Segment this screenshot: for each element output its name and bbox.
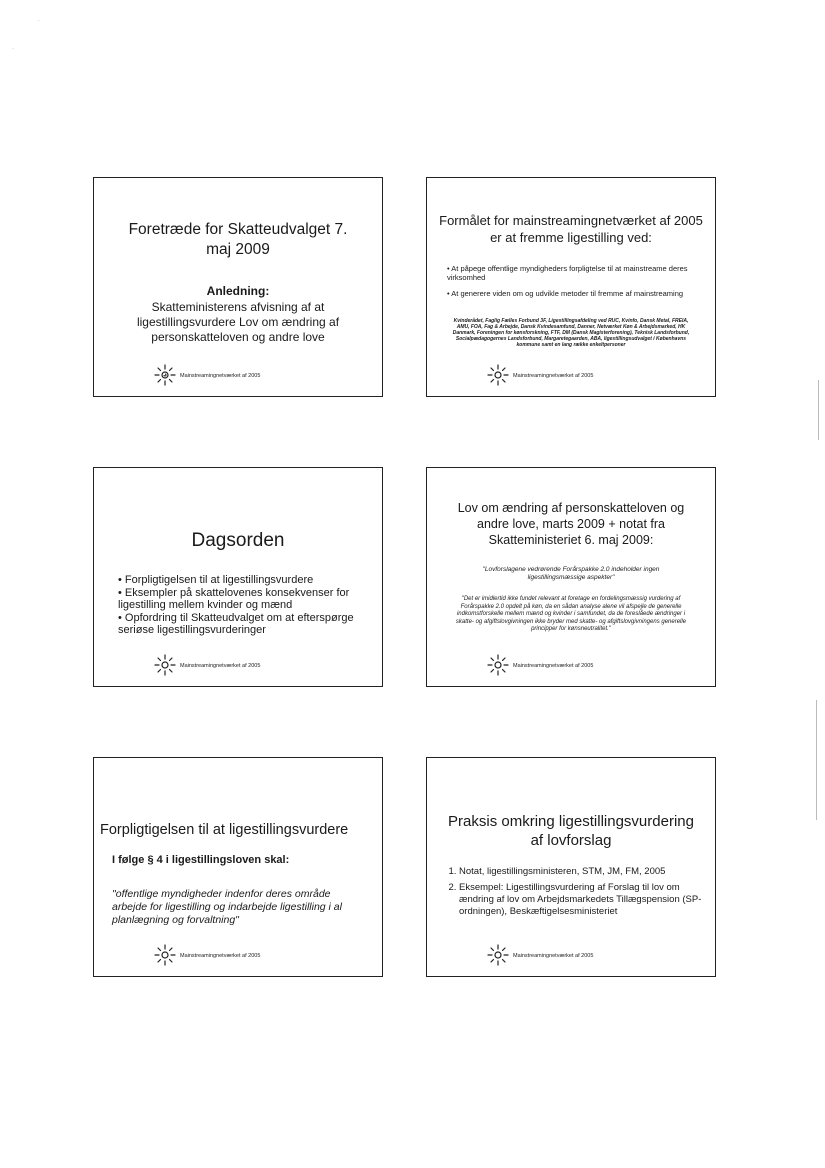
practice-list xyxy=(443,866,705,918)
slide-6 xyxy=(426,757,716,977)
list-item-text: At påpege offentlige myndigheders forpligtelse til at mainstreame deres virksomhed xyxy=(447,264,688,282)
sun-logo-icon xyxy=(487,944,509,966)
list-item: • Opfordring til Skatteudvalget om at efterspørge seriøse ligestillingsvurderinger xyxy=(118,611,354,636)
slide-1 xyxy=(93,177,383,397)
slide-title: Formålet for mainstreamingnetværket af 2005 er at fremme ligestilling ved: xyxy=(439,213,703,245)
list-item-text: Notat, ligestillingsministeren, STM, JM, FM, 2005 xyxy=(459,866,666,877)
slide-title: Foretræde for Skatteudvalget 7. maj 2009 xyxy=(128,221,348,258)
scan-edge-mark xyxy=(816,700,817,820)
agenda-list xyxy=(118,574,360,637)
list-item xyxy=(459,882,705,918)
quote-1: "Lovforslagene vedrørende Forårspakke 2.0 indeholder ingen ligestillingsmæssige aspekter" xyxy=(482,566,660,581)
slide-title: Dagsorden xyxy=(191,530,285,551)
logo-caption: Mainstreamingnetværket af 2005 xyxy=(180,663,261,669)
logo xyxy=(154,364,260,386)
members-list: Kvinderådet, Faglig Fælles Forbund 3F, Ligestillingsafdeling ved RUC, Kvinfo, Dansk Metal, FREIA, AMU, FOA, Fag & Arbejde, Dansk Kvindesamfund, Danner, Netværket Køn & Arbejdsmarked, HK Danmark, Foreningen for kønsforskning, FTF, DM (Dansk Magisterforening), Teknisk Landsforbund, Socialpædagogernes Landsforbund, Margaretegaarden, ABA, ligestillingsudvalget i Københavns kommune samt en lang række enkeltpersoner xyxy=(452,318,690,348)
sun-logo-icon xyxy=(487,654,509,676)
slide-4 xyxy=(426,467,716,687)
list-item: • Forpligtigelsen til at ligestillingsvurdere xyxy=(118,574,314,586)
sun-logo-icon xyxy=(487,364,509,386)
slide-title: Lov om ændring af personskatteloven og andre love, marts 2009 + notat fra Skatteministeriet 6. maj 2009: xyxy=(457,501,685,547)
slide-3 xyxy=(93,467,383,687)
logo-caption: Mainstreamingnetværket af 2005 xyxy=(180,953,261,959)
scan-edge-mark xyxy=(818,380,819,440)
slide-title: Praksis omkring ligestillingsvurdering af lovforslag xyxy=(448,813,694,849)
slide-5 xyxy=(93,757,383,977)
slide-subheading: I følge § 4 i ligestillingsloven skal: xyxy=(112,854,290,866)
logo xyxy=(487,654,593,676)
quote-2: "Det er imidlertid ikke fundet relevant at foretage en fordelingsmæssig vurdering af Forårspakke 2.0 opdelt på køn, da en sådan analyse alene vil afspejle de generelle indkomstforskelle mellem mænd og kvinder i samfundet, da de foreslåede ændringer i skatte- og afgiftslovgivningen ikke bryder med skatte- og afgiftslovgivningens generelle principper for kønsneutralitet." xyxy=(455,596,687,633)
sun-logo-icon xyxy=(154,944,176,966)
scan-speck: · xyxy=(38,18,40,24)
list-item-text: Opfordring til Skatteudvalget om at efterspørge seriøse ligestillingsvurderinger xyxy=(118,611,354,636)
list-item-text: At generere viden om og udvikle metoder til fremme af mainstreaming xyxy=(451,289,684,298)
list-item-text: Eksempel: Ligestillingsvurdering af Forslag til lov om ændring af lov om Arbejdsmarkedets Tillægspension (SP-ordningen), Beskæftigelsesministeriet xyxy=(459,882,702,917)
logo-caption: Mainstreamingnetværket af 2005 xyxy=(513,663,594,669)
list-item-text: Forpligtigelsen til at ligestillingsvurdere xyxy=(124,574,314,586)
sun-logo-icon xyxy=(154,654,176,676)
slide-subheading: Anledning: xyxy=(206,284,270,298)
logo-caption: Mainstreamingnetværket af 2005 xyxy=(513,953,594,959)
list-item: • At påpege offentlige myndigheders forpligtelse til at mainstreame deres virksomhed xyxy=(447,264,688,282)
list-item xyxy=(459,866,705,878)
logo xyxy=(154,944,260,966)
logo-caption: Mainstreamingnetværket af 2005 xyxy=(513,373,594,379)
list-item: • Eksempler på skattelovenes konsekvenser for ligestilling mellem kvinder og mænd xyxy=(118,586,350,611)
law-quote: "offentlige myndigheder indenfor deres område arbejde for ligestilling og indarbejde ligestilling i al planlægning og forvaltning" xyxy=(112,888,342,926)
logo xyxy=(487,944,593,966)
slide-2 xyxy=(426,177,716,397)
list-item: • At generere viden om og udvikle metoder til fremme af mainstreaming xyxy=(447,289,684,298)
scan-speck: · xyxy=(12,46,14,52)
slide-body: Skatteministerens afvisning af at ligestillingsvurdere Lov om ændring af personskatteloven og andre love xyxy=(136,300,340,344)
slide-title: Forpligtigelsen til at ligestillingsvurdere xyxy=(100,822,349,838)
logo xyxy=(154,654,260,676)
logo-caption: Mainstreamingnetværket af 2005 xyxy=(180,373,261,379)
sun-logo-icon xyxy=(154,364,176,386)
list-item-text: Eksempler på skattelovenes konsekvenser for ligestilling mellem kvinder og mænd xyxy=(118,586,350,611)
logo xyxy=(487,364,593,386)
bullet-list xyxy=(447,264,693,298)
